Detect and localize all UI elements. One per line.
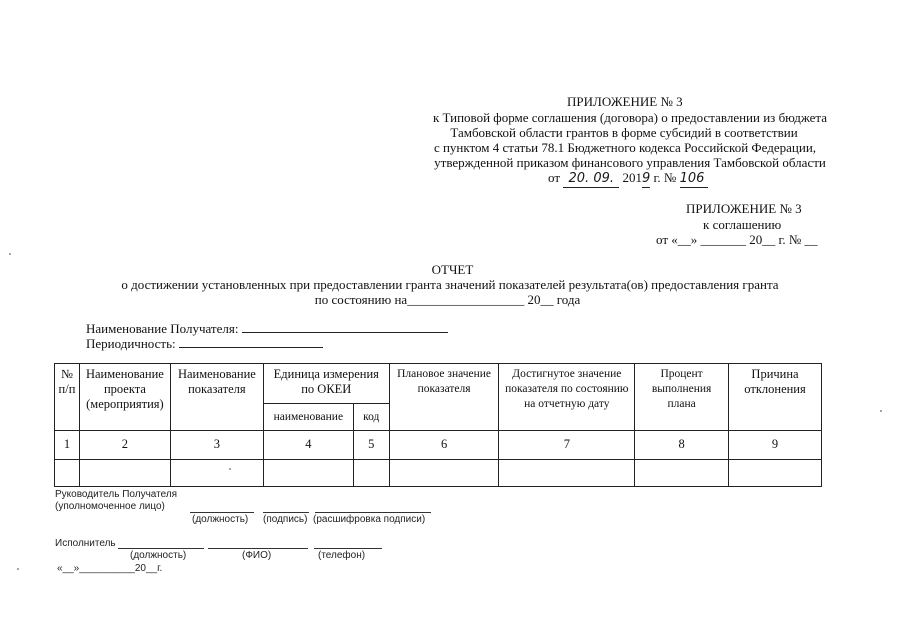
cell[interactable]	[55, 460, 80, 487]
col-num-7: 7	[499, 431, 635, 460]
header-line-2: Тамбовской области грантов в форме субсидий в соответствии	[450, 125, 798, 140]
col-num-1: 1	[55, 431, 80, 460]
header-unit-code: код	[353, 404, 389, 431]
header-date-line	[548, 170, 708, 188]
col-num-9: 9	[729, 431, 822, 460]
header-achieved: Достигнутое значение показателя по состоянию на отчетную дату	[499, 364, 635, 431]
header-line-4: утвержденной приказом финансового управления Тамбовской области	[434, 155, 826, 170]
periodicity-field	[86, 335, 323, 352]
table-row	[55, 460, 822, 487]
exec-position-caption: (должность)	[130, 550, 187, 561]
periodicity-value-line[interactable]	[179, 335, 323, 348]
number-prefix: г. №	[653, 170, 677, 185]
cell[interactable]	[353, 460, 389, 487]
executor-line-3[interactable]	[314, 548, 382, 549]
head-sign-line-1[interactable]	[190, 512, 254, 513]
col-num-3: 3	[170, 431, 263, 460]
header-percent: Процент выполнения плана	[635, 364, 729, 431]
signature-caption: (подпись)	[263, 514, 308, 525]
scan-speck	[229, 468, 231, 470]
cell[interactable]	[79, 460, 170, 487]
report-line-2: по состоянию на__________________ 20__ года	[314, 292, 581, 307]
cell[interactable]	[170, 460, 263, 487]
handwritten-number: 106	[680, 171, 708, 188]
year-prefix: 201	[622, 170, 643, 185]
authorized-label: (уполномоченное лицо)	[55, 501, 165, 512]
cell[interactable]	[635, 460, 729, 487]
header-planned: Плановое значение показателя	[389, 364, 499, 431]
agreement-title: ПРИЛОЖЕНИЕ № 3	[686, 201, 802, 216]
signature-date-line: «__»__________20__г.	[57, 563, 163, 574]
appendix-title: ПРИЛОЖЕНИЕ № 3	[567, 94, 683, 109]
date-prefix: от	[548, 170, 561, 185]
header-project: Наименование проекта (мероприятия)	[79, 364, 170, 431]
header-num: № п/п	[55, 364, 80, 431]
head-sign-line-3[interactable]	[315, 512, 431, 513]
exec-phone-caption: (телефон)	[318, 550, 366, 561]
periodicity-label: Периодичность:	[86, 336, 176, 351]
scan-speck	[880, 410, 882, 412]
report-line-1: о достижении установленных при предоставлении гранта значений показателей результата(ов) предоставления гранта	[121, 277, 779, 292]
executor-line-2[interactable]	[208, 548, 308, 549]
table-header-row	[55, 364, 822, 404]
col-num-8: 8	[635, 431, 729, 460]
handwritten-date: 20. 09.	[563, 171, 619, 188]
col-num-5: 5	[353, 431, 389, 460]
executor-line-1[interactable]	[118, 548, 204, 549]
header-reason: Причина отклонения	[729, 364, 822, 431]
cell[interactable]	[263, 460, 353, 487]
header-line-1: к Типовой форме соглашения (договора) о предоставлении из бюджета	[432, 110, 828, 125]
column-number-row	[55, 431, 822, 460]
cell[interactable]	[729, 460, 822, 487]
head-label: Руководитель Получателя	[55, 489, 178, 500]
recipient-value-line[interactable]	[242, 320, 448, 333]
cell[interactable]	[389, 460, 499, 487]
header-unit: Единица измерения по ОКЕИ	[263, 364, 389, 404]
header-line-3: с пунктом 4 статьи 78.1 Бюджетного кодекса Российской Федерации,	[433, 140, 817, 155]
scan-speck	[9, 253, 11, 255]
report-table	[54, 363, 822, 487]
agreement-subtitle: к соглашению	[703, 217, 782, 232]
position-caption: (должность)	[192, 514, 249, 525]
header-indicator: Наименование показателя	[170, 364, 263, 431]
decoding-caption: (расшифровка подписи)	[313, 514, 426, 525]
col-num-4: 4	[263, 431, 353, 460]
cell[interactable]	[499, 460, 635, 487]
recipient-label: Наименование Получателя:	[86, 321, 239, 336]
header-unit-name: наименование	[263, 404, 353, 431]
report-title: ОТЧЕТ	[431, 262, 474, 277]
col-num-6: 6	[389, 431, 499, 460]
col-num-2: 2	[79, 431, 170, 460]
exec-name-caption: (ФИО)	[242, 550, 272, 561]
scan-speck	[17, 568, 19, 570]
head-sign-line-2[interactable]	[263, 512, 309, 513]
executor-label: Исполнитель	[55, 538, 116, 549]
agreement-date-line: от «__» _______ 20__ г. № __	[656, 232, 818, 247]
handwritten-year: 9	[642, 171, 651, 186]
